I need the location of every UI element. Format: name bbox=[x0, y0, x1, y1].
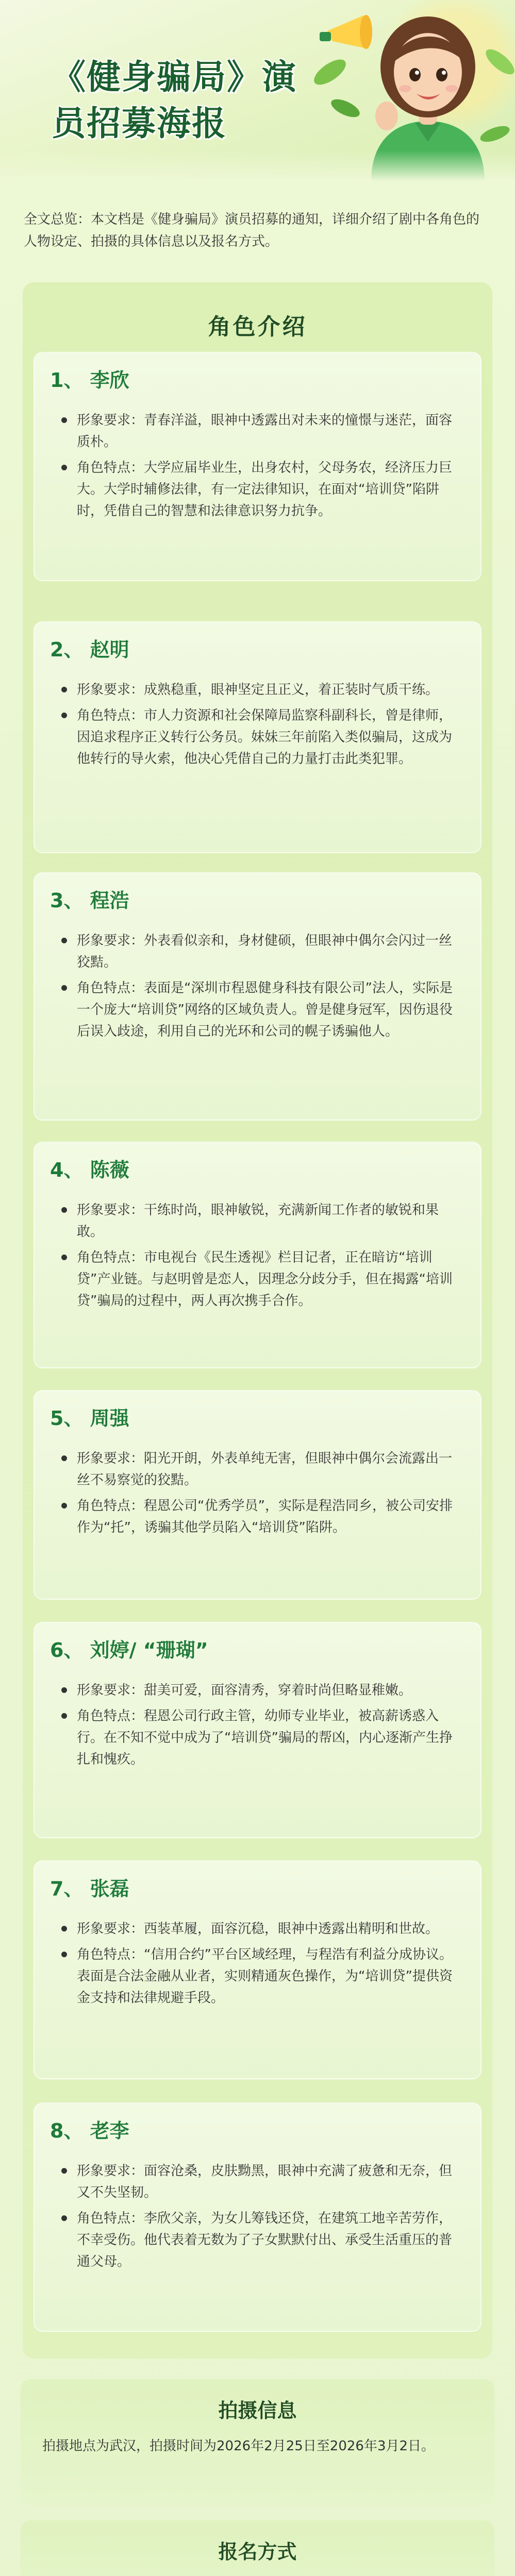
shooting-info-panel bbox=[21, 2379, 494, 2505]
role-detail: 形象要求：阳光开朗，外表单纯无害，但眼神中偶尔会流露出一丝不易察觉的狡黠。 bbox=[61, 1448, 463, 1491]
leaf-decoration bbox=[478, 123, 512, 145]
leaf-decoration bbox=[482, 45, 515, 78]
role-card bbox=[34, 621, 481, 853]
role-detail: 形象要求：青春洋溢，眼神中透露出对未来的憧憬与迷茫，面容质朴。 bbox=[61, 410, 463, 453]
role-card bbox=[34, 2103, 481, 2332]
role-detail: 角色特点：表面是“深圳市程恩健身科技有限公司”法人，实际是一个庞大“培训贷”网络的区域负责人。曾是健身冠军，因伤退役后误入歧途，利用自己的光环和公司的幌子诱骗他人。 bbox=[61, 977, 463, 1042]
role-details bbox=[61, 1199, 463, 1316]
character-hand bbox=[375, 101, 398, 130]
poster-title-line-2: 员招募海报 bbox=[52, 104, 227, 143]
roles-title: 角色介绍 bbox=[208, 314, 307, 340]
leaf-decoration bbox=[328, 96, 362, 121]
role-detail: 形象要求：甜美可爱，面容清秀，穿着时尚但略显稚嫩。 bbox=[61, 1680, 463, 1701]
role-detail: 角色特点：大学应届毕业生，出身农村，父母务农，经济压力巨大。大学时辅修法律，有一定法律知识，在面对“培训贷”陷阱时，凭借自己的智慧和法律意识努力抗争。 bbox=[61, 457, 463, 522]
role-details bbox=[61, 1918, 463, 2013]
role-details bbox=[61, 679, 463, 774]
role-name: 5、 周强 bbox=[50, 1407, 129, 1430]
role-detail: 形象要求：成熟稳重，眼神坚定且正义，着正装时气质干练。 bbox=[61, 679, 463, 701]
role-name: 3、 程浩 bbox=[50, 889, 129, 912]
signup-title: 报名方式 bbox=[218, 2540, 297, 2563]
role-card bbox=[34, 872, 481, 1121]
role-name: 2、 赵明 bbox=[50, 638, 129, 661]
role-details bbox=[61, 930, 463, 1046]
role-name: 6、 刘婷/ “珊瑚” bbox=[50, 1639, 208, 1662]
megaphone-icon bbox=[320, 15, 372, 49]
shooting-info-title: 拍摄信息 bbox=[218, 2399, 297, 2422]
role-card bbox=[34, 1390, 481, 1600]
hero-fade bbox=[0, 150, 515, 181]
hero-banner bbox=[0, 0, 515, 181]
role-details bbox=[61, 410, 463, 526]
role-detail: 角色特点：市人力资源和社会保障局监察科副科长，曾是律师，因追求程序正义转行公务员。妹妹三年前陷入类似骗局，这成为他转行的导火索，他决心凭借自己的力量打击此类犯罪。 bbox=[61, 705, 463, 770]
role-name: 8、 老李 bbox=[50, 2120, 129, 2142]
role-card bbox=[34, 352, 481, 581]
role-detail: 形象要求：西装革履，面容沉稳，眼神中透露出精明和世故。 bbox=[61, 1918, 463, 1940]
role-details bbox=[61, 1680, 463, 1774]
role-detail: 角色特点：李欣父亲，为女儿筹钱还贷，在建筑工地辛苦劳作，不幸受伤。他代表着无数为了子女默默付出、承受生活重压的普通父母。 bbox=[61, 2208, 463, 2273]
overview-text: 全文总览：本文档是《健身骗局》演员招募的通知，详细介绍了剧中各角色的人物设定、拍摄的具体信息以及报名方式。 bbox=[24, 212, 480, 249]
role-card bbox=[34, 1142, 481, 1368]
leaf-decoration bbox=[310, 55, 350, 90]
shooting-info-text: 拍摄地点为武汉，拍摄时间为2026年2月25日至2026年3月2日。 bbox=[42, 2438, 435, 2454]
role-name: 1、 李欣 bbox=[50, 369, 129, 392]
role-detail: 角色特点：程恩公司行政主管，幼师专业毕业，被高薪诱惑入行。在不知不觉中成为了“培训贷”骗局的帮凶，内心逐渐产生挣扎和愧疚。 bbox=[61, 1705, 463, 1770]
role-detail: 角色特点：“信用合约”平台区域经理，与程浩有利益分成协议。表面是合法金融从业者，实则精通灰色操作，为“培训贷”提供资金支持和法律规避手段。 bbox=[61, 1944, 463, 2009]
role-card bbox=[34, 1622, 481, 1838]
role-card bbox=[34, 1860, 481, 2079]
role-name: 7、 张磊 bbox=[50, 1877, 129, 1900]
roles-panel bbox=[23, 282, 492, 2359]
role-name: 4、 陈薇 bbox=[50, 1159, 129, 1181]
poster-title bbox=[52, 54, 320, 147]
role-detail: 形象要求：外表看似亲和，身材健硕，但眼神中偶尔会闪过一丝狡黠。 bbox=[61, 930, 463, 973]
role-details bbox=[61, 2160, 463, 2277]
role-detail: 形象要求：面容沧桑，皮肤黝黑，眼神中充满了疲惫和无奈，但又不失坚韧。 bbox=[61, 2160, 463, 2204]
role-detail: 角色特点：市电视台《民生透视》栏目记者，正在暗访“培训贷”产业链。与赵明曾是恋人，因理念分歧分手，但在揭露“培训贷”骗局的过程中，两人再次携手合作。 bbox=[61, 1247, 463, 1312]
role-detail: 形象要求：干练时尚，眼神敏锐，充满新闻工作者的敏锐和果敢。 bbox=[61, 1199, 463, 1243]
role-detail: 角色特点：程恩公司“优秀学员”，实际是程浩同乡，被公司安排作为“托”，诱骗其他学员陷入“培训贷”陷阱。 bbox=[61, 1495, 463, 1538]
poster-title-line-1: 《健身骗局》演 bbox=[52, 57, 297, 97]
role-details bbox=[61, 1448, 463, 1543]
signup-panel bbox=[21, 2520, 494, 2576]
